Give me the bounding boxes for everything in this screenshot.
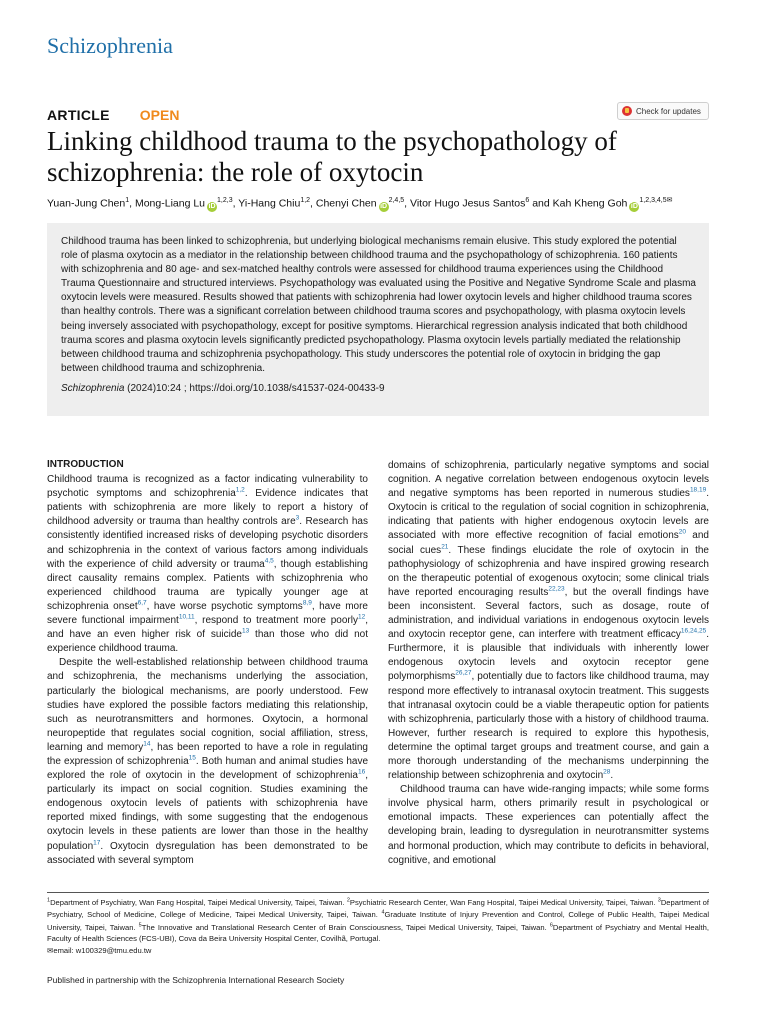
paragraph-text: . Oxytocin is critical to the regulation of social cognition in schizophrenia, indicating that patients with higher endogenous oxytocin levels are associated with more effective recognition of facial emotions xyxy=(388,488,709,542)
author-name[interactable]: , Vitor Hugo Jesus Santos xyxy=(404,197,526,210)
email-icon: ✉ xyxy=(47,945,54,955)
affiliation-text: Graduate Institute of Injury Prevention and Control, College of Public Health, Taipei Medical University, Taipei, Taiwan. xyxy=(47,910,709,933)
section-heading: INTRODUCTION xyxy=(47,459,124,470)
crossmark-icon xyxy=(622,106,632,116)
citation-link[interactable]: 1,2 xyxy=(235,486,245,494)
author-name[interactable]: and Kah Kheng Goh xyxy=(529,197,628,210)
affiliation-ref: 2,4,5 xyxy=(388,197,405,204)
affiliation-text: Department of Psychiatry, School of Medicine, College of Medicine, Taipei Medical University, Taipei, Taiwan. xyxy=(47,897,709,920)
affiliations xyxy=(47,895,709,956)
affiliation-ref: 1,2 xyxy=(300,197,311,204)
affiliation-number: 6 xyxy=(549,922,553,929)
article-type-label: ARTICLE xyxy=(47,107,110,123)
author-list xyxy=(47,196,727,212)
citation-line xyxy=(61,383,696,394)
right-column xyxy=(388,459,709,868)
paragraph-text: , has been reported to have a role in regulating the expression of schizophrenia xyxy=(47,741,368,767)
citation-link[interactable]: 4,5 xyxy=(264,557,274,565)
journal-name[interactable]: Schizophrenia xyxy=(47,33,173,58)
affiliation-ref: 1,2,3,4,5 xyxy=(639,197,667,204)
corresponding-email[interactable]: email: w100329@tmu.edu.tw xyxy=(53,945,152,955)
paragraph xyxy=(47,656,368,867)
paragraph-text: . Both human and animal studies have explored the role of oxytocin in the development of schizophrenia xyxy=(47,755,369,782)
affiliation-text: Department of Psychiatry, Wan Fang Hospital, Taipei Medical University, Taipei, Taiwan. xyxy=(50,897,347,907)
check-for-updates-button[interactable] xyxy=(617,102,709,120)
orcid-icon[interactable]: iD xyxy=(380,202,388,210)
citation-link[interactable]: 28 xyxy=(603,768,611,776)
citation-link[interactable]: 18,19 xyxy=(689,486,707,494)
paragraph-text: and social cues xyxy=(388,530,709,556)
citation-link[interactable]: 15 xyxy=(188,754,196,762)
paragraph-text: Childhood trauma is recognized as a factor indicating vulnerability to psychotic symptoms and schizophrenia xyxy=(47,474,368,500)
citation-link[interactable]: 12 xyxy=(357,613,366,621)
open-access-label: OPEN xyxy=(139,107,180,123)
footnote-divider xyxy=(47,892,709,893)
paragraph-text: . Research has consistently identified increased risks of developing psychotic disorders and schizophrenia in the context of various factors among individuals with the experience of child adversity or trauma xyxy=(47,516,368,570)
citation-link[interactable]: 13 xyxy=(241,627,250,635)
paragraph-text: , have more severe functional impairment xyxy=(47,600,368,627)
paragraph-text: than those who did not experience childhood trauma. xyxy=(47,629,368,655)
affiliation-text: Department of Psychiatry and Mental Health, Faculty of Health Sciences (FCS-UBI), Cova da Beira University Hospital Center, Covilhã, Portugal. xyxy=(47,923,710,944)
affiliation-number: 1 xyxy=(47,897,51,903)
article-type-line xyxy=(47,107,179,123)
paragraph-text: . Evidence indicates that patients with schizophrenia are more likely to report a history of childhood adversity or trauma than healthy controls are xyxy=(47,488,368,528)
email-icon[interactable]: ✉ xyxy=(666,197,673,204)
affiliation-text: Psychiatric Research Center, Wan Fang Hospital, Taipei Medical University, Taipei, Taiwan. xyxy=(349,897,658,907)
citation-link[interactable]: 10,11 xyxy=(178,613,195,621)
paragraph-text: , have worse psychotic symptoms xyxy=(146,600,303,612)
author-name[interactable]: , Chenyi Chen xyxy=(310,197,377,210)
affiliation-number: 2 xyxy=(346,897,350,903)
paragraph-text: , but the overall findings have been inconsistent. Several factors, such as dosage, route of administration, and individual variations in endogenous oxytocin levels and oxytocin receptor gene, can interfere with treatment efficacy xyxy=(388,586,709,641)
paragraph-text: . Oxytocin dysregulation has been demonstrated to be associated with several symptom xyxy=(47,840,368,866)
affiliation-ref: 1,2,3 xyxy=(217,197,233,204)
paragraph-text: , and have an even higher risk of suicide xyxy=(47,615,368,641)
citation-link[interactable]: 3 xyxy=(295,515,300,523)
paragraph-text: , though establishing direct causality remains complex. Patients with schizophrenia who experienced childhood trauma are typically younger age at schizophrenia onset xyxy=(47,558,368,612)
author-name[interactable]: , Mong-Liang Lu xyxy=(129,197,206,210)
paragraph-text: , particularly its impact on social cognition. Studies examining the endogenous oxytocin levels of patients with schizophrenia have reported mixed findings, with some suggesting that the endogenous oxytocin levels in these patients are lower than those in the healthy population xyxy=(47,770,368,852)
paragraph xyxy=(47,473,368,656)
affiliation-list xyxy=(47,898,709,944)
paragraph-text: , respond to treatment more poorly xyxy=(194,615,358,627)
paragraph-text: . Furthermore, it is plausible that individuals with inherently lower endogenous oxytocin levels and oxytocin receptor gene polymorphisms xyxy=(388,629,709,683)
left-column xyxy=(47,458,368,868)
citation-link[interactable]: 14 xyxy=(143,740,151,748)
author-name[interactable]: , Yi-Hang Chiu xyxy=(232,197,301,210)
citation-link[interactable]: 6,7 xyxy=(137,599,147,607)
check-for-updates-label: Check for updates xyxy=(636,106,701,116)
affiliation-number: 5 xyxy=(138,922,142,929)
author-name[interactable]: Yuan-Jung Chen xyxy=(47,197,126,210)
paragraph-text: , potentially due to factors like childhood trauma, may respond more effectively to intranasal oxytocin treatment. This suggests that intranasal oxytocin could be a viable therapeutic option for patients with schizophrenia, particularly those with a history of childhood trauma. However, further research is required to explore this hypothesis, determine the optimal target groups and treatment course, and gain a more thorough understanding of the mechanisms underpinning the relationship between schizophrenia and oxytocin xyxy=(388,671,709,782)
citation-link[interactable]: 17 xyxy=(93,839,101,847)
orcid-icon[interactable]: iD xyxy=(630,202,638,210)
citation-journal: Schizophrenia xyxy=(61,382,125,394)
abstract-text: Childhood trauma has been linked to schizophrenia, but underlying biological mechanisms remain elusive. This study explored the potential role of plasma oxytocin as a mediator in the relationship between childhood trauma and the psychopathology of schizophrenia. 160 patients with schizophrenia and 80 age- and sex-matched healthy controls were assessed for childhood trauma experiences using the Childhood Trauma Questionnaire and structured interviews. Psychopathology was evaluated using the Positive and Negative Syndrome Scale and plasma oxytocin levels were measured. Results showed that patients with schizophrenia had lower oxytocin levels and higher childhood trauma scores than healthy controls. There was a significant correlation between childhood trauma scores and psychopathology, with plasma oxytocin levels being inversely associated with psychopathology, except for positive symptoms. Hierarchical regression analysis indicated that both childhood trauma scores and plasma oxytocin levels significantly predicted psychopathology. Plasma oxytocin levels partially mediated the relationship between childhood trauma and schizophrenia psychopathology. This study underscores the potential role of oxytocin in bridging the gap between childhood trauma and schizophrenia. xyxy=(61,236,696,374)
citation-doi[interactable]: (2024)10:24 ; https://doi.org/10.1038/s41537-024-00433-9 xyxy=(124,382,385,394)
paragraph-text: Despite the well-established relationship between childhood trauma and schizophrenia, the mechanisms underlying the association, particularly the biological mechanisms, are poorly understood. Few studies have explored the possible factors mediating this relationship, such as neurotransmitters and hormones. Oxytocin, a hormonal neuropeptide that regulates social cognition, social affiliation, stress, learning and memory xyxy=(47,657,368,753)
abstract-box xyxy=(47,223,709,416)
citation-link[interactable]: 20 xyxy=(678,529,686,537)
paragraph-text: . xyxy=(610,770,614,782)
paragraph-text: domains of schizophrenia, particularly negative symptoms and social cognition. A negative correlation between endogenous oxytocin levels and negative symptoms has been reported in numerous studies xyxy=(388,460,709,500)
affiliation-number: 4 xyxy=(381,909,385,916)
paragraph xyxy=(388,783,709,868)
affiliation-number: 3 xyxy=(657,897,661,903)
citation-link[interactable]: 8,9 xyxy=(302,599,312,607)
paragraph-text: . These findings elucidate the role of oxytocin in the pathophysiology of schizophrenia and have inspired growing research on the therapeutic potential of exogenous oxytocin; some clinical trials have reported encouraging results xyxy=(388,544,709,598)
article-title: Linking childhood trauma to the psychopathology of schizophrenia: the role of oxytocin xyxy=(47,126,617,187)
citation-link[interactable]: 16 xyxy=(357,768,366,776)
paragraph xyxy=(388,459,709,783)
footer-note: Published in partnership with the Schizophrenia International Research Society xyxy=(47,975,345,985)
citation-link[interactable]: 16,24,25 xyxy=(680,627,707,635)
orcid-icon[interactable]: iD xyxy=(208,202,216,210)
citation-link[interactable]: 26,27 xyxy=(455,670,472,678)
citation-link[interactable]: 22,23 xyxy=(548,585,565,593)
paragraph-text: Childhood trauma can have wide-ranging impacts; while some forms involve physical harm, others primarily result in psychological or emotional impacts. These experiences can potentially affect the developing brain, leading to dysregulation in neurotransmitter systems and hormonal production, which may contribute to deficits in behavioral, cognitive, and emotional xyxy=(388,784,709,866)
affiliation-text: The Innovative and Translational Research Center of Brain Consciousness, Taipei Medical University, Taipei, Taiwan. xyxy=(141,923,550,933)
affiliation-ref: 6 xyxy=(525,197,530,204)
citation-link[interactable]: 21 xyxy=(441,543,449,551)
affiliation-ref: 1 xyxy=(125,197,130,204)
